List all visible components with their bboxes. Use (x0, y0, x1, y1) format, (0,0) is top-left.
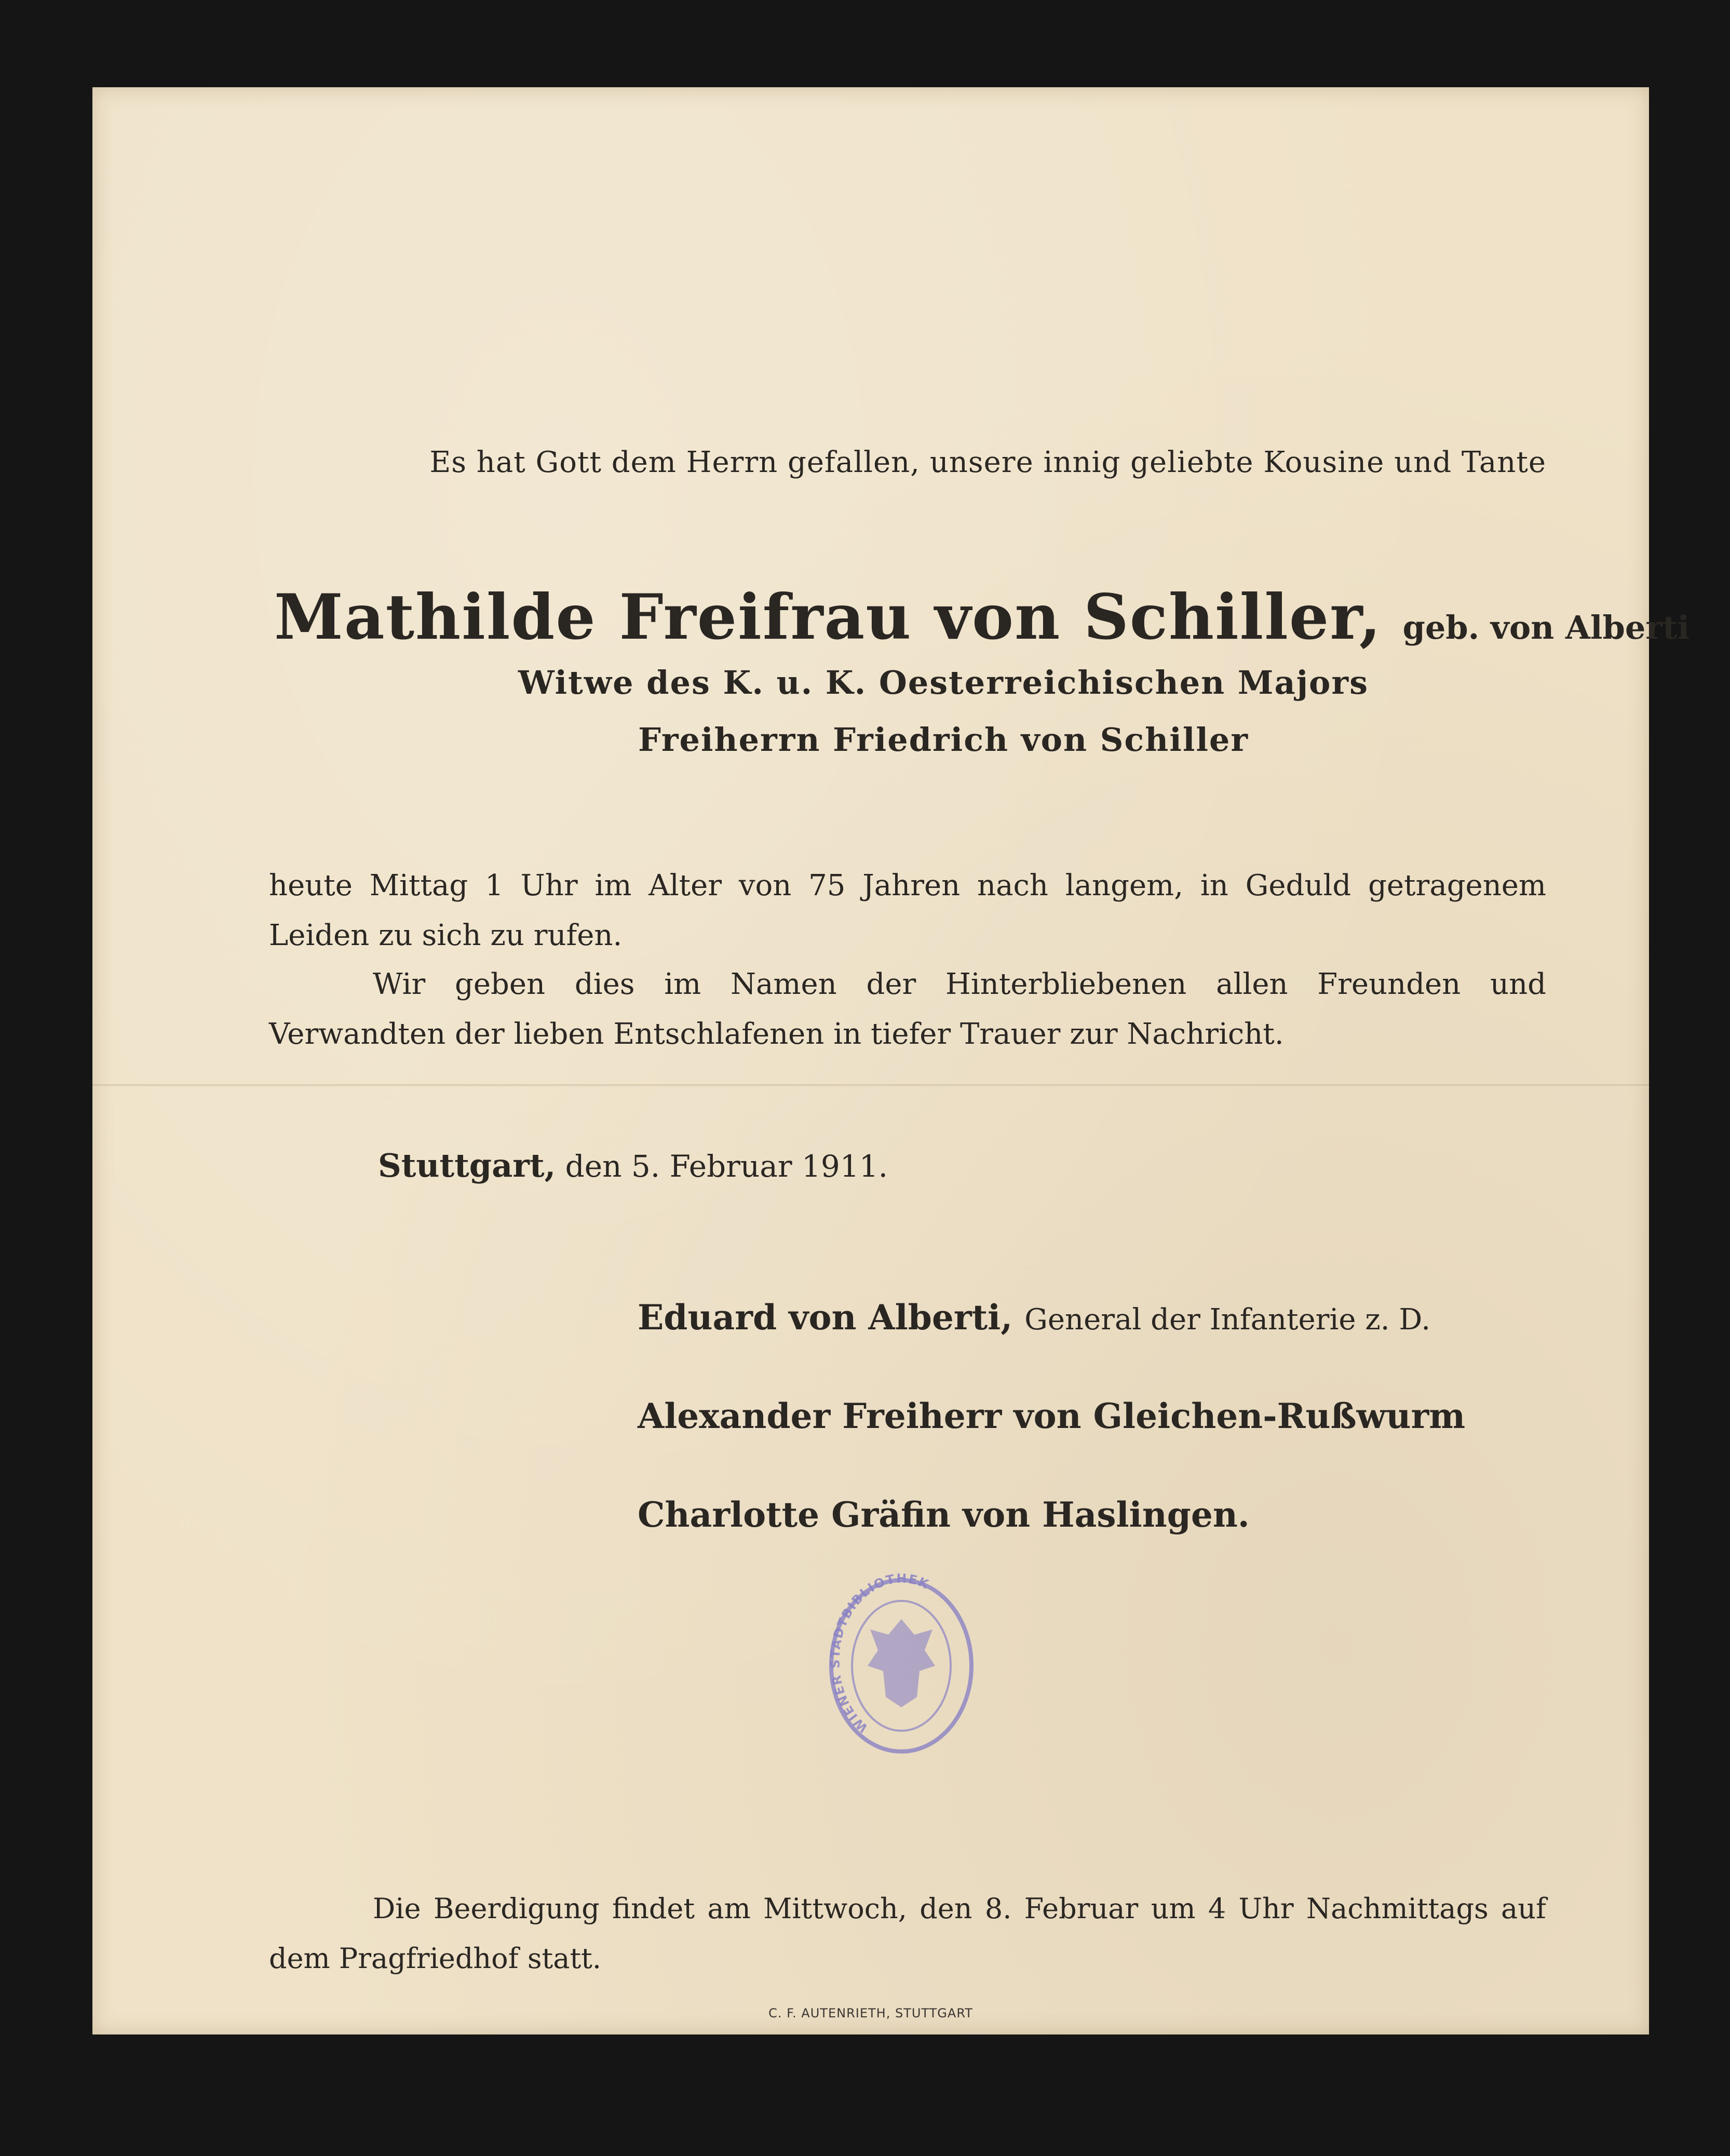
widow-line-1: Witwe des K. u. K. Oesterreichischen Majors (518, 664, 1369, 702)
deceased-name: Mathilde Freifrau von Schiller, (274, 581, 1382, 654)
printer-imprint: C. F. AUTENRIETH, STUTTGART (768, 2006, 973, 2020)
burial-note: Die Beerdigung findet am Mittwoch, den 8. Februar um 4 Uhr Nachmittags auf dem Pragfriedhof statt. (269, 1892, 1546, 1975)
place: Stuttgart, (378, 1147, 556, 1184)
signatory-name: Eduard von Alberti, (638, 1297, 1013, 1338)
signatory-name: Charlotte Gräfin von Haslingen. (638, 1494, 1250, 1535)
place-date-line (378, 1147, 888, 1184)
widow-line-2: Freiherrn Friedrich von Schiller (638, 721, 1249, 759)
signatory-rank: General der Infanterie z. D. (1024, 1303, 1431, 1337)
eagle-icon (868, 1619, 935, 1707)
library-stamp (823, 1572, 979, 1759)
maiden-name: geb. von Alberti (1402, 609, 1690, 646)
intro-line: Es hat Gott dem Herrn gefallen, unsere innig geliebte Kousine und Tante (429, 446, 1546, 479)
mourning-notice-paper (92, 87, 1690, 2034)
stamp-text: WIENER STADTBIBLIOTHEK (828, 1572, 932, 1735)
paragraph-death: heute Mittag 1 Uhr im Alter von 75 Jahren nach langem, in Geduld getragenem Leiden zu sich zu rufen. (269, 869, 1546, 952)
date: den 5. Februar 1911. (565, 1149, 888, 1184)
signatory-1 (638, 1297, 1430, 1338)
deceased-name-line (274, 581, 1690, 654)
paragraph-announcement: Wir geben dies im Namen der Hinterbliebenen allen Freunden und Verwandten der lieben Entschlafenen in tiefer Trauer zur Nachricht. (269, 967, 1546, 1051)
signatory-name: Alexander Freiherr von Gleichen-Rußwurm (638, 1396, 1466, 1436)
signatory-2 (638, 1396, 1465, 1436)
paper-fold-line (92, 1084, 1649, 1087)
signatory-3 (638, 1494, 1250, 1535)
